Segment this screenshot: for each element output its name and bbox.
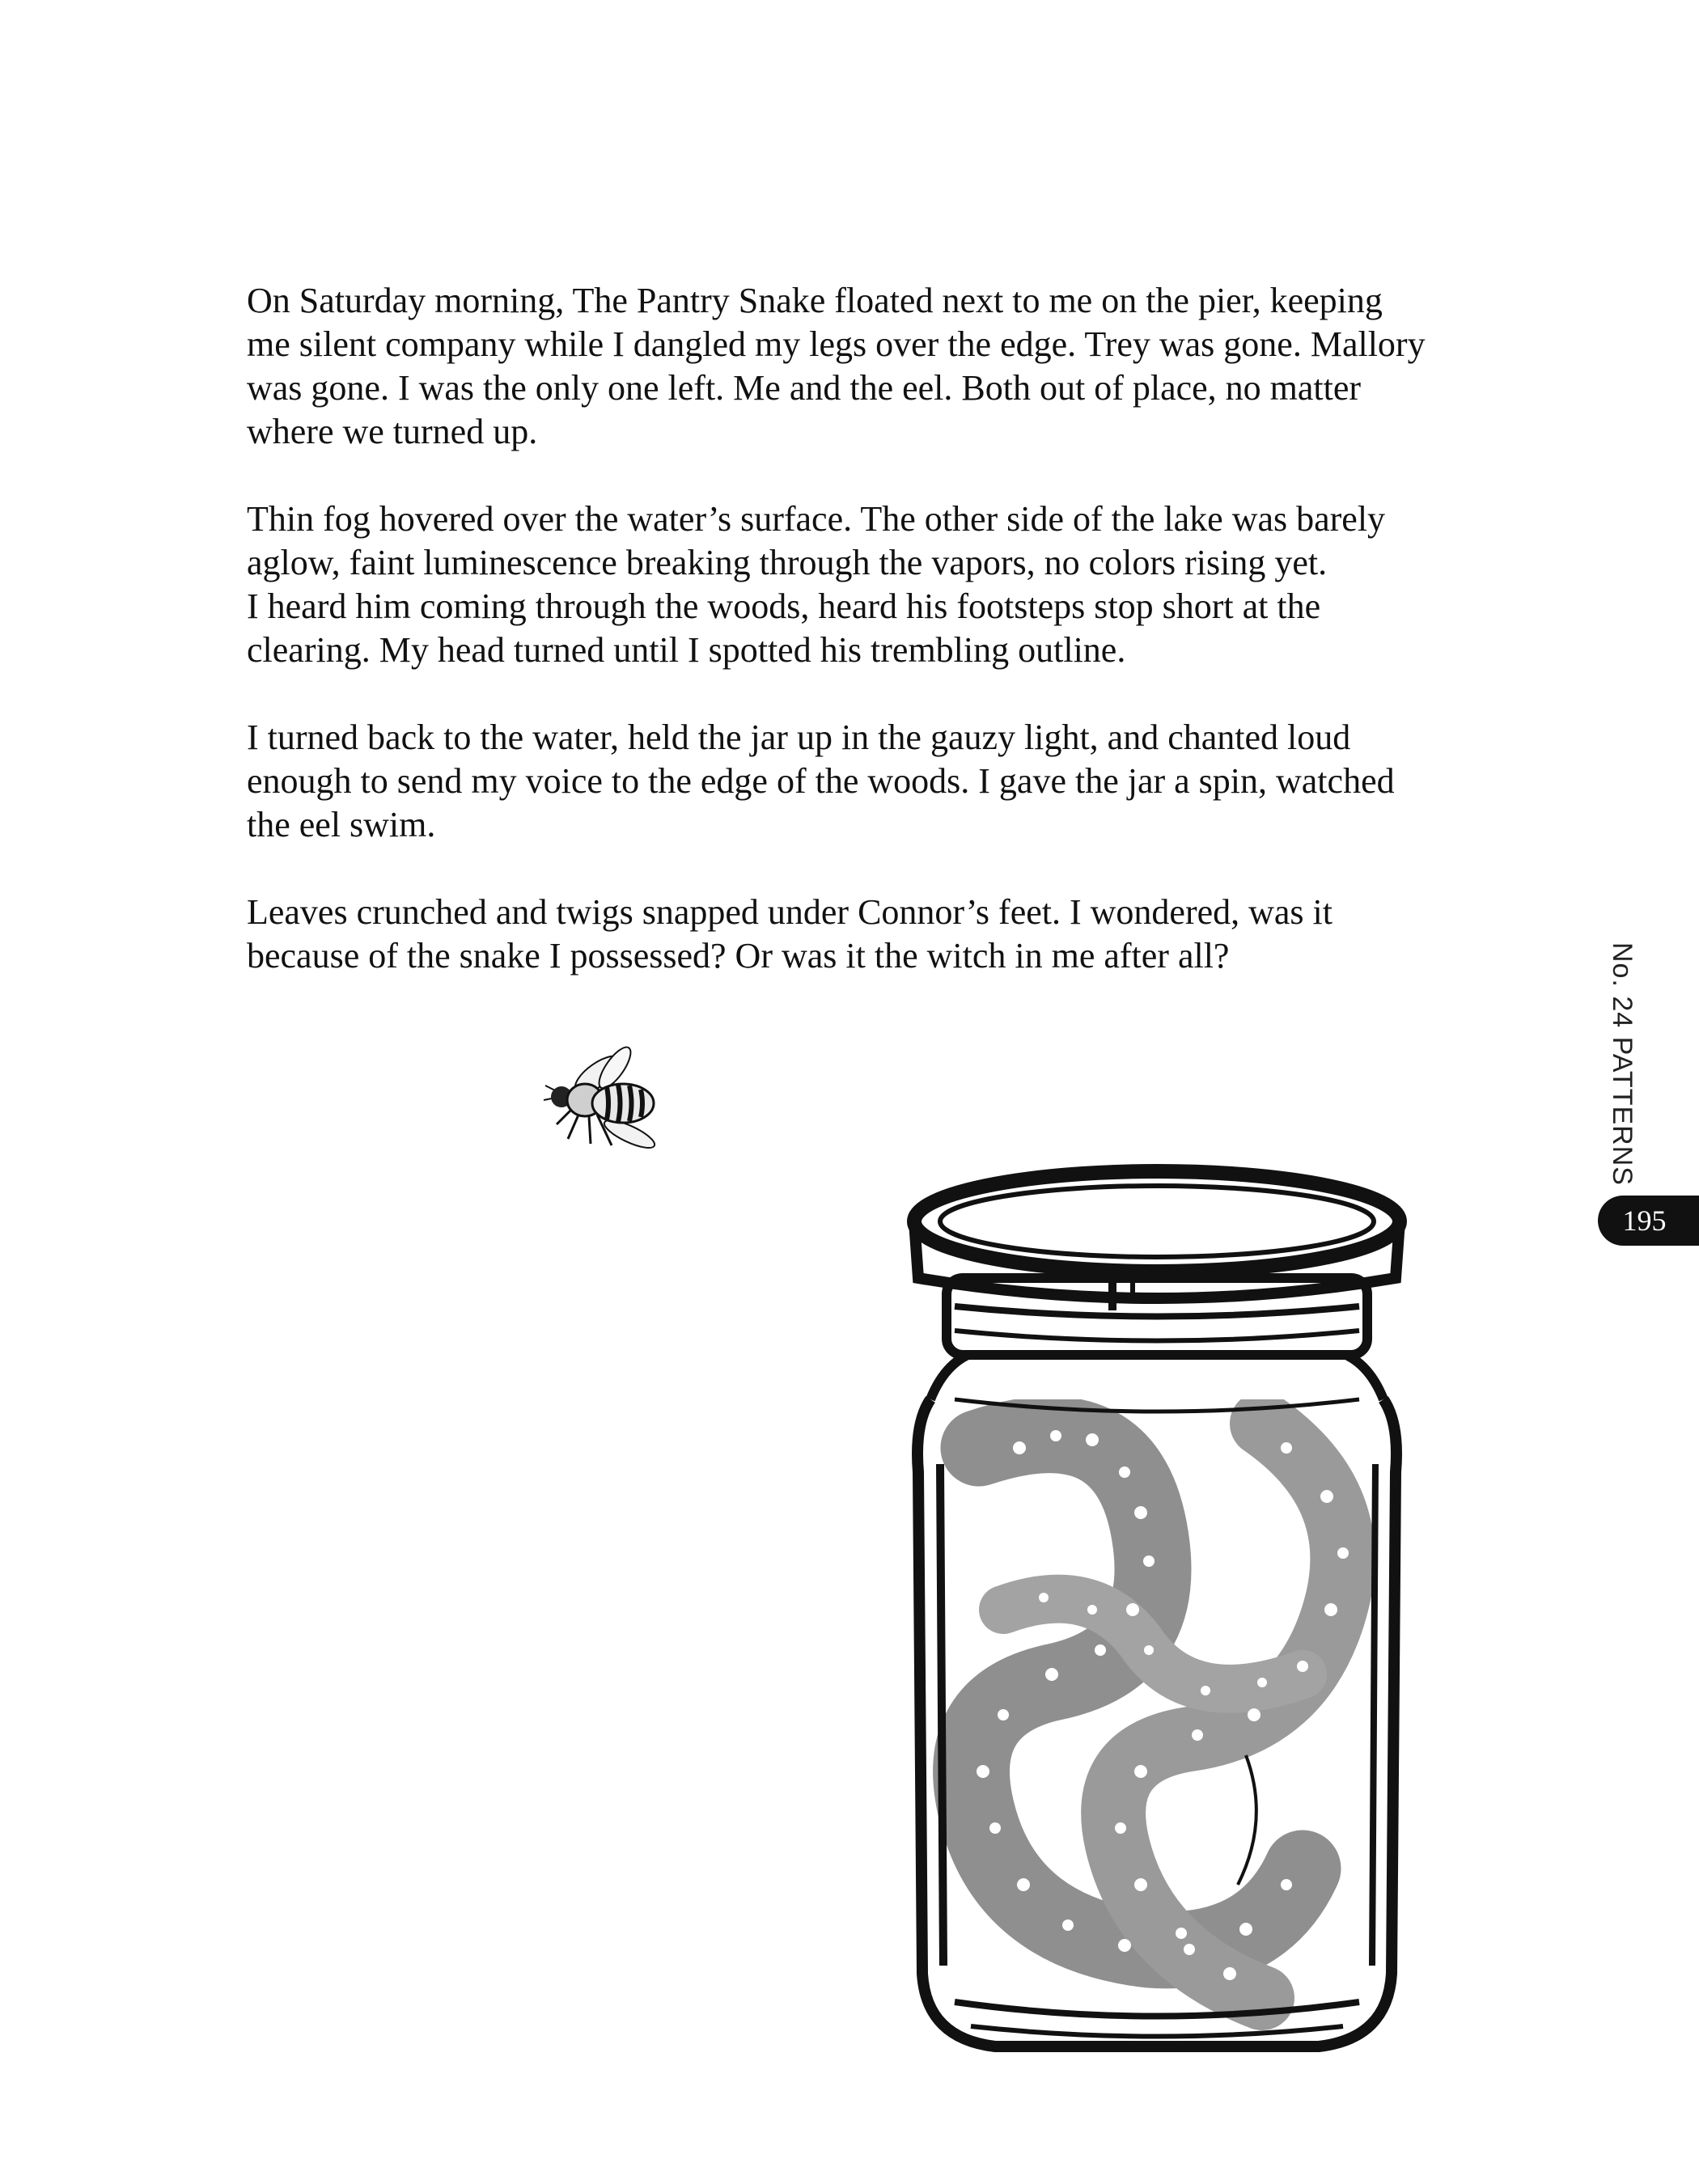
- text-line: me silent company while I dangled my legs over the edge. Trey was gone. Mallory: [247, 324, 1426, 364]
- paragraph-4: [247, 891, 1501, 978]
- text-line: aglow, faint luminescence breaking through the vapors, no colors rising yet.: [247, 543, 1328, 582]
- text-line: I turned back to the water, held the jar up in the gauzy light, and chanted loud: [247, 717, 1351, 757]
- text-line: where we turned up.: [247, 412, 538, 451]
- paragraph-1: [247, 279, 1501, 454]
- text-line: Leaves crunched and twigs snapped under Connor’s feet. I wondered, was it: [247, 892, 1333, 932]
- text-line: enough to send my voice to the edge of the woods. I gave the jar a spin, watched: [247, 761, 1395, 801]
- eel-figure: [972, 1424, 1349, 1998]
- text-line: clearing. My head turned until I spotted his trembling outline.: [247, 630, 1126, 670]
- text-line: Thin fog hovered over the water’s surface. The other side of the lake was barely: [247, 499, 1386, 539]
- story-text: [247, 279, 1501, 1022]
- bee-icon: [540, 1043, 670, 1165]
- mason-jar-illustration: [882, 1157, 1432, 2071]
- page-number: 195: [1598, 1196, 1699, 1246]
- text-line: I heard him coming through the woods, heard his footsteps stop short at the: [247, 586, 1321, 626]
- text-line: because of the snake I possessed? Or was it the witch in me after all?: [247, 936, 1230, 976]
- text-line: On Saturday morning, The Pantry Snake floated next to me on the pier, keeping: [247, 281, 1383, 320]
- text-line: the eel swim.: [247, 805, 436, 844]
- paragraph-3: [247, 716, 1501, 847]
- text-line: was gone. I was the only one left. Me and the eel. Both out of place, no matter: [247, 368, 1362, 408]
- paragraph-2: [247, 497, 1501, 672]
- running-head: No. 24 PATTERNS: [1607, 942, 1638, 1186]
